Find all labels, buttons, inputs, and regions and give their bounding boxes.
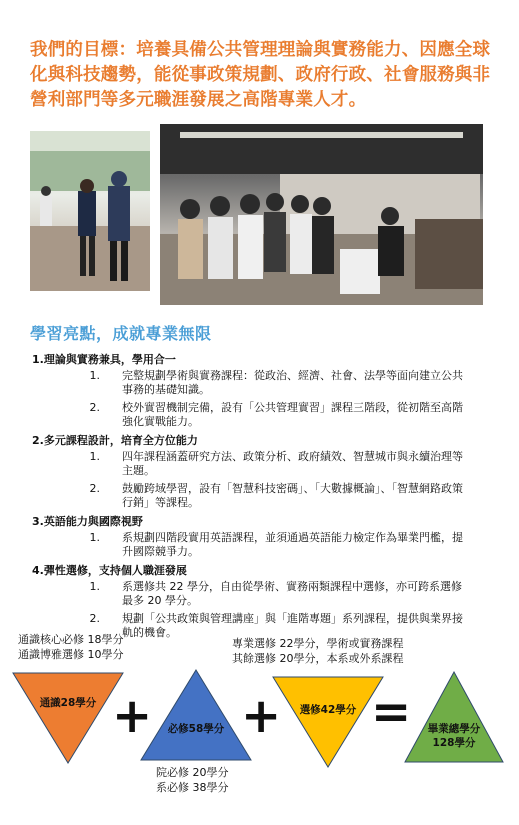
category-block: [32, 563, 492, 640]
triangle-shape: [273, 677, 383, 767]
general-credits-triangle: [12, 672, 124, 764]
category-block: [32, 514, 492, 559]
item-number: 1.: [89, 450, 100, 463]
note-line: 其餘選修 20學分，本系或外系課程: [232, 651, 404, 665]
list-item: [32, 482, 492, 510]
triangle-label: [404, 722, 504, 750]
triangle-label: 通識28學分: [39, 697, 97, 709]
triangle-label: 必修58學分: [167, 723, 225, 735]
item-text: 系規劃四階段實用英語課程，並須通過英語能力檢定作為畢業門檻，提升國際競爭力。: [122, 531, 463, 558]
note-line: 通識核心必修 18學分: [18, 633, 124, 646]
elective-credits-triangle: [272, 676, 384, 768]
item-text: 校外實習機制完備，設有「公共管理實習」課程三階段，從初階至高階強化實戰能力。: [122, 401, 463, 428]
triangle-label: 選修42學分: [299, 704, 357, 716]
list-item: [32, 401, 492, 429]
item-number: 1.: [89, 531, 100, 544]
category-title: 3.英語能力與國際視野: [32, 515, 143, 528]
item-text: 鼓勵跨域學習，設有「智慧科技密碼」、「大數據概論」、「智慧網路政策行銷」等課程。: [122, 482, 463, 509]
total-label-line2: 128學分: [432, 737, 476, 749]
category-title: 4.彈性選修，支持個人職涯發展: [32, 564, 187, 577]
triangle-shape: [13, 673, 123, 763]
note-line: 系必修 38學分: [156, 780, 229, 794]
total-credits-triangle: [404, 671, 504, 763]
note-line: 通識博雅選修 10學分: [18, 647, 124, 661]
item-number: 2.: [89, 612, 100, 625]
classroom-photo: [160, 124, 483, 305]
category-block: [32, 433, 492, 510]
section-title: 學習亮點，成就專業無限: [30, 324, 212, 343]
plus-operator: +: [241, 688, 282, 744]
list-item: [32, 531, 492, 559]
item-text: 四年課程涵蓋研究方法、政策分析、政府績效、智慧城市與永續治理等主題。: [122, 450, 463, 477]
required-credits-note: [156, 766, 229, 795]
note-line: 專業選修 22學分，學術或實務課程: [232, 637, 404, 650]
highlights-list: [32, 352, 492, 644]
page-headline: 我們的目標：培養具備公共管理理論與實務能力、因應全球化與科技趨勢，能從事政策規劃、政府行政、社會服務與非營利部門等多元職涯發展之高階專業人才。: [30, 40, 491, 110]
campus-photo: [30, 131, 150, 291]
plus-operator: +: [112, 688, 153, 744]
list-item: [32, 580, 492, 608]
item-text: 規劃「公共政策與管理講座」與「進階專題」系列課程，提供與業界接軌的機會。: [122, 612, 463, 639]
general-credits-note: [18, 633, 124, 662]
category-block: [32, 352, 492, 429]
list-item: [32, 450, 492, 478]
elective-credits-note: [232, 637, 404, 666]
item-number: 2.: [89, 482, 100, 495]
total-label-line1: 畢業總學分: [427, 723, 481, 735]
item-text: 系選修共 22 學分，自由從學術、實務兩類課程中選修，亦可跨系選修最多 20 學分。: [122, 580, 462, 607]
list-item: [32, 369, 492, 397]
category-title: 1.理論與實務兼具，學用合一: [32, 353, 176, 366]
item-number: 1.: [89, 369, 100, 382]
item-text: 完整規劃學術與實務課程：從政治、經濟、社會、法學等面向建立公共事務的基礎知識。: [122, 369, 463, 396]
required-credits-triangle: [140, 669, 252, 761]
item-number: 1.: [89, 580, 100, 593]
item-number: 2.: [89, 401, 100, 414]
category-title: 2.多元課程設計，培育全方位能力: [32, 434, 198, 447]
equals-operator: =: [371, 684, 412, 740]
note-line: 院必修 20學分: [156, 766, 229, 779]
triangle-shape: [141, 670, 251, 760]
